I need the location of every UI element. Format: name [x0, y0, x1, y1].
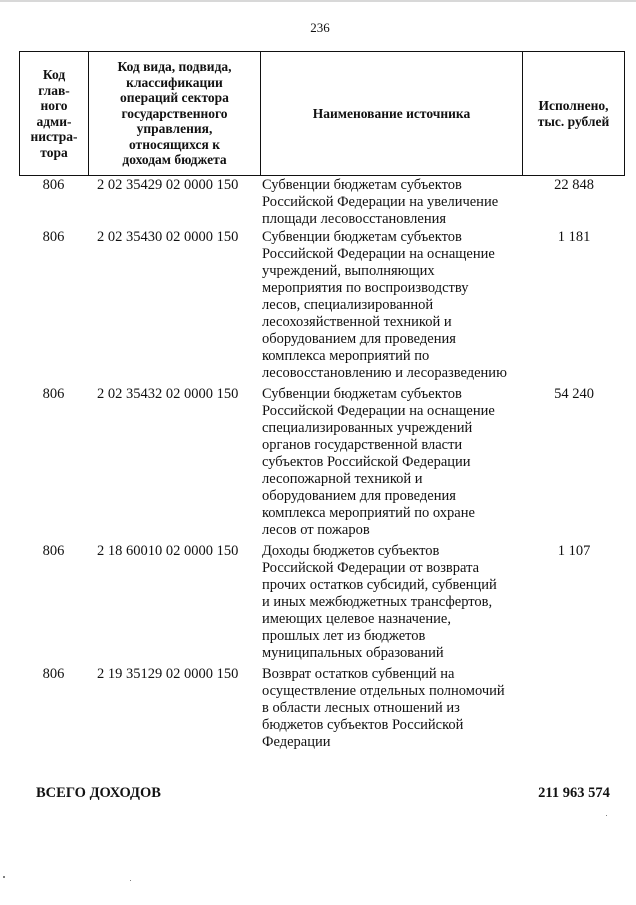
header-type-code	[89, 52, 261, 176]
total-income-value: 211 963 574	[538, 785, 610, 801]
page-number: 236	[310, 20, 330, 35]
row-source-name: Доходы бюджетов субъектов Российской Федерации от возврата прочих остатков субсидий, субвенций и иных межбюджетных трансфертов, имеющих целевое назначение, прошлых лет из бюджетов муниципальных образований	[262, 543, 497, 661]
scan-speck	[130, 880, 131, 881]
header-executed	[523, 52, 625, 176]
scan-speck	[606, 815, 607, 816]
header-admin-code	[20, 52, 89, 176]
row-source-name: Субвенции бюджетам субъектов Российской Федерации на оснащение учреждений, выполняющих мероприятия по воспроизводству лесов, специализированной лесохозяйственной техникой и оборудованием для проведения комплекса мероприятий по лесовосстановлению и лесоразведению	[262, 229, 507, 381]
header-type-code-text: Код вида, подвида, классификации операций сектора государственного управления, относящихся к доходам бюджета	[117, 59, 232, 168]
row-amount: 22 848	[554, 177, 594, 193]
row-classification-code: 2 19 35129 02 0000 150	[97, 666, 239, 682]
header-source-name-text: Наименование источника	[312, 105, 471, 121]
row-classification-code: 2 02 35429 02 0000 150	[97, 177, 239, 193]
scan-speck	[3, 876, 5, 878]
row-classification-code: 2 02 35430 02 0000 150	[97, 229, 239, 245]
total-income-label: ВСЕГО ДОХОДОВ	[36, 785, 161, 801]
row-classification-code: 2 02 35432 02 0000 150	[97, 386, 239, 402]
row-amount: 1 107	[557, 543, 591, 559]
header-admin-code-text: Код глав- ного адми- нистра- тора	[30, 67, 78, 160]
row-classification-code: 2 18 60010 02 0000 150	[97, 543, 239, 559]
row-source-name: Возврат остатков субвенций на осуществление отдельных полномочий в области лесных отношений из бюджетов субъектов Российской Федерации	[262, 666, 505, 750]
top-rule	[0, 0, 636, 2]
header-executed-text: Исполнено, тыс. рублей	[537, 98, 610, 129]
row-amount: 54 240	[554, 386, 594, 402]
row-amount: 1 181	[557, 229, 591, 245]
row-admin-code: 806	[42, 177, 65, 193]
row-admin-code: 806	[42, 229, 65, 245]
row-source-name: Субвенции бюджетам субъектов Российской Федерации на увеличение площади лесовосстановления	[262, 177, 499, 227]
table-header	[19, 51, 625, 176]
header-source-name	[261, 52, 523, 176]
row-admin-code: 806	[42, 386, 65, 402]
row-admin-code: 806	[42, 543, 65, 559]
row-source-name: Субвенции бюджетам субъектов Российской Федерации на оснащение специализированных учреждений органов государственной власти субъектов Российской Федерации лесопожарной техникой и оборудованием для проведения комплекса мероприятий по охране лесов от пожаров	[262, 386, 495, 538]
row-admin-code: 806	[42, 666, 65, 682]
